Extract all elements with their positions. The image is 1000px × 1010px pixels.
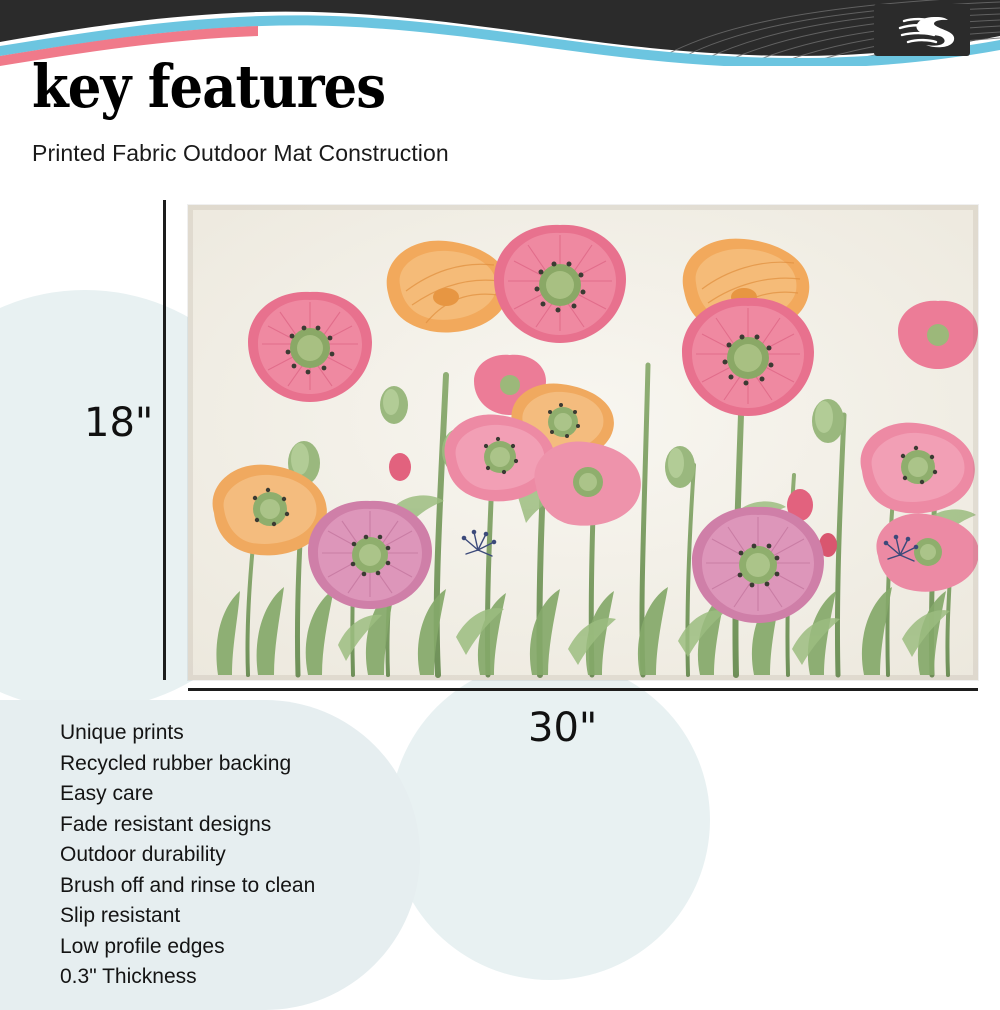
features-list <box>60 718 315 993</box>
list-item: Fade resistant designs <box>60 812 272 836</box>
list-item: 0.3" Thickness <box>60 965 197 988</box>
list-item: Recycled rubber backing <box>60 751 292 775</box>
page-subtitle: Printed Fabric Outdoor Mat Construction <box>32 140 449 166</box>
list-item: Unique prints <box>60 721 184 744</box>
list-item: Brush off and rinse to clean <box>60 873 316 897</box>
page-title: key features <box>32 52 386 122</box>
list-item: Easy care <box>60 782 154 805</box>
product-mat-image <box>188 205 978 680</box>
width-dimension-label: 30" <box>528 705 598 751</box>
width-guide-line <box>188 688 978 691</box>
height-guide-line <box>163 200 166 680</box>
list-item: Outdoor durability <box>60 843 226 866</box>
height-dimension-label: 18" <box>84 400 154 446</box>
brand-swirl-logo <box>874 4 970 56</box>
list-item: Slip resistant <box>60 904 181 927</box>
list-item: Low profile edges <box>60 934 225 958</box>
